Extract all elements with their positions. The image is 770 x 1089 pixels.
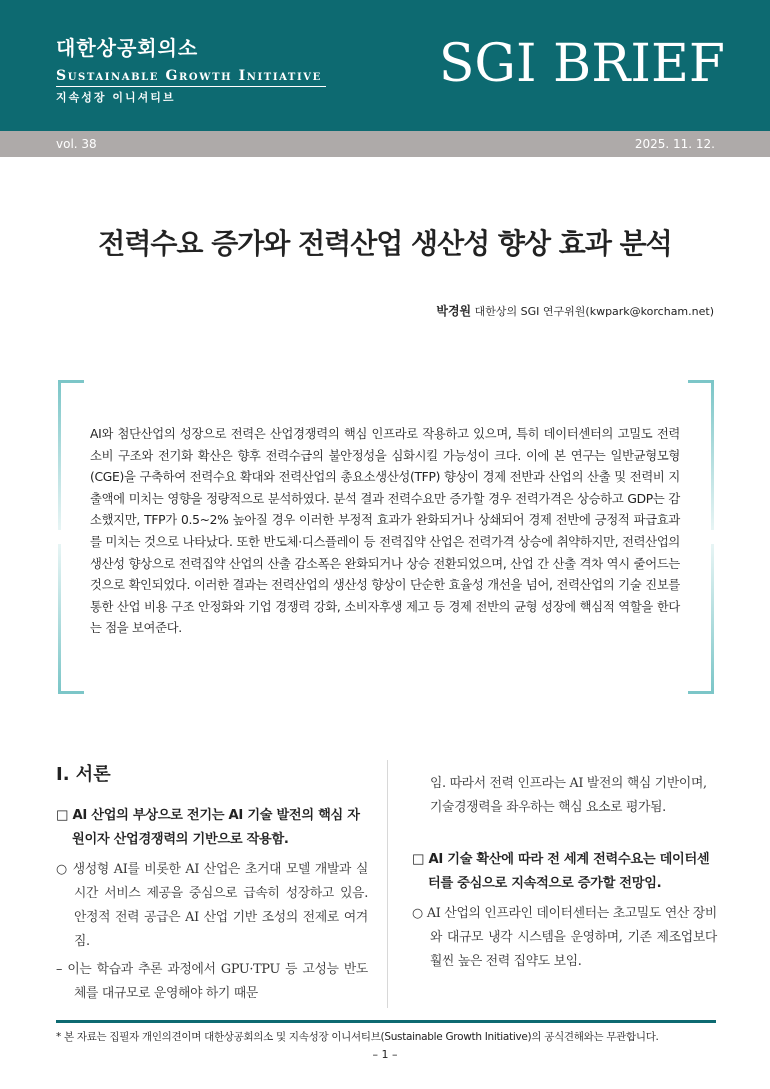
org-divider [56, 86, 326, 87]
org-subtitle: 지속성장 이니셔티브 [56, 91, 176, 104]
circle-point-1: ○ 생성형 AI를 비롯한 AI 산업은 초거대 모델 개발과 실시간 서비스 제공을 중심으로 급속히 성장하고 있음. 안정적 전력 공급은 AI 산업 기반 조성의 전제로 여겨짐. [56, 862, 368, 949]
volume-label: vol. 38 [56, 137, 97, 151]
author-affiliation: 대한상의 SGI 연구위원(kwpark@korcham.net) [474, 305, 714, 318]
brand-title: SGI BRIEF [438, 34, 725, 94]
bracket-top-left [58, 380, 84, 530]
meta-bar [0, 131, 770, 157]
circle-point-2: ○ AI 산업의 인프라인 데이터센터는 초고밀도 연산 장비와 대규모 냉각 시스템을 운영하며, 기존 제조업보다 훨씬 높은 전력 집약도 보임. [412, 906, 717, 969]
abstract-text: AI와 첨단산업의 성장으로 전력은 산업경쟁력의 핵심 인프라로 작용하고 있으며, 특히 데이터센터의 고밀도 전력소비 구조와 전기화 확산은 향후 전력수급의 불안정성을 심화시킬 가능성이 크다. 이에 본 연구는 일반균형모형(CGE)을 구축하여 전력수요 확대와 전력산업의 총요소생산성(TFP) 향상이 경제 전반과 산업의 산출 및 전력비 지출액에 미치는 영향을 정량적으로 분석하였다. 분석 결과 전력수요만 증가할 경우 전력가격은 상승하고 GDP는 감소했지만, TFP가 0.5~2% 높아질 경우 이러한 부정적 효과가 완화되거나 상쇄되어 경제 전반에 긍정적 파급효과를 미치는 것으로 나타났다. 또한 반도체·디스플레이 등 전력집약 산업은 전력가격 상승에 취약하지만, 전력산업의 생산성 향상으로 전력집약 산업의 산출 감소폭은 완화되거나 상승 전환되었으며, 산업 간 산출 격차 역시 줄어드는 것으로 확인되었다. 이러한 결과는 전력산업의 생산성 향상이 단순한 효율성 개선을 넘어, 전력산업의 기술 진보를 통한 산업 비용 구조 안정화와 기업 경쟁력 강화, 소비자후생 제고 등 경제 전반의 균형 성장에 핵심적 역할을 한다는 점을 보여준다. [90, 427, 680, 636]
header-banner [0, 0, 770, 131]
footer-divider [56, 1020, 716, 1023]
section-heading: Ⅰ. 서론 [56, 764, 111, 785]
bracket-top-right [688, 380, 714, 530]
org-name-english: Sustainable Growth Initiative [56, 68, 322, 84]
publish-date: 2025. 11. 12. [634, 137, 715, 151]
abstract-box [58, 380, 714, 694]
dash-point-1: – 이는 학습과 추론 과정에서 GPU·TPU 등 고성능 반도체를 대규모로 운영해야 하기 때문 [56, 962, 368, 1001]
square-point-2: □ AI 기술 확산에 따라 전 세계 전력수요는 데이터센터를 중심으로 지속적으로 증가할 전망임. [412, 852, 710, 891]
page-number: – 1 – [372, 1048, 398, 1061]
author-name: 박경원 [436, 304, 472, 318]
org-name-korean: 대한상공회의소 [56, 36, 199, 60]
bracket-bottom-left [58, 544, 84, 694]
column-left [56, 760, 368, 1006]
bracket-bottom-right [688, 544, 714, 694]
dash-point-1-continued: 임. 따라서 전력 인프라는 AI 발전의 핵심 기반이며, 기술경쟁력을 좌우하는 핵심 요소로 평가됨. [430, 776, 707, 815]
square-point-1: □ AI 산업의 부상으로 전기는 AI 기술 발전의 핵심 자원이자 산업경쟁력의 기반으로 작용함. [56, 808, 360, 847]
author-line [436, 302, 714, 319]
document-title: 전력수요 증가와 전력산업 생산성 향상 효과 분석 [98, 227, 672, 260]
disclaimer-footnote: * 본 자료는 집필자 개인의견이며 대한상공회의소 및 지속성장 이니셔티브(Sustainable Growth Initiative)의 공식견해와는 무관합니다. [56, 1031, 659, 1043]
column-divider [387, 760, 388, 1008]
column-right [412, 760, 717, 978]
